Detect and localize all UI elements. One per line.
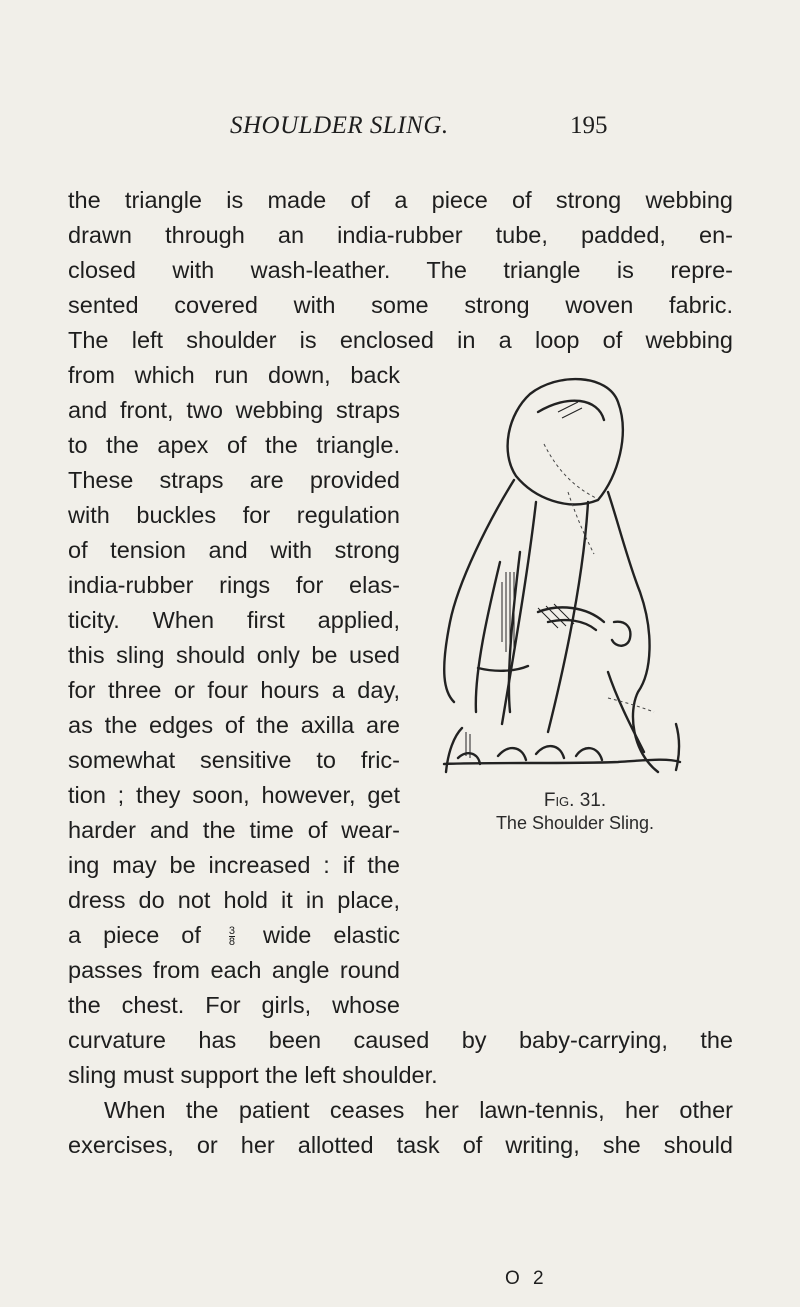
fraction-denominator: 8 — [228, 936, 236, 949]
text-line: drawn through an india-rubber tube, padded, en- — [68, 222, 733, 248]
text-line: with buckles for regulation — [68, 502, 400, 528]
text-line: curvature has been caused by baby-carrying, the — [68, 1027, 733, 1053]
text-line: somewhat sensitive to fric- — [68, 747, 400, 773]
text-line: of tension and with strong — [68, 537, 400, 563]
text-fragment: wide elastic — [263, 922, 400, 948]
running-head — [0, 112, 800, 152]
figure-caption-text: The Shoulder Sling. — [495, 813, 655, 833]
shoulder-sling-illustration — [418, 372, 728, 782]
text-line: When the patient ceases her lawn-tennis, her other — [104, 1097, 733, 1123]
text-line: the chest. For girls, whose — [68, 992, 400, 1018]
fraction — [229, 926, 235, 947]
text-line: closed with wash-leather. The triangle is repre- — [68, 257, 733, 283]
text-line: the triangle is made of a piece of strong webbing — [68, 187, 733, 213]
text-line: tion ; they soon, however, get — [68, 782, 400, 808]
figure-caption — [425, 790, 725, 834]
text-line: exercises, or her allotted task of writing, she should — [68, 1132, 733, 1158]
text-line: as the edges of the axilla are — [68, 712, 400, 738]
text-line: sling must support the left shoulder. — [68, 1062, 438, 1088]
text-line: for three or four hours a day, — [68, 677, 400, 703]
text-line: ing may be increased : if the — [68, 852, 400, 878]
text-line: harder and the time of wear- — [68, 817, 400, 843]
text-line: The left shoulder is enclosed in a loop of webbing — [68, 327, 733, 353]
text-line: passes from each angle round — [68, 957, 400, 983]
text-line: ticity. When first applied, — [68, 607, 400, 633]
text-line: to the apex of the triangle. — [68, 432, 400, 458]
text-line: These straps are provided — [68, 467, 400, 493]
text-line: sented covered with some strong woven fabric. — [68, 292, 733, 318]
text-line: india-rubber rings for elas- — [68, 572, 400, 598]
torso-sling-drawing — [418, 372, 728, 782]
text-line: from which run down, back — [68, 362, 400, 388]
fraction-numerator: 3 — [228, 925, 236, 938]
text-line: this sling should only be used — [68, 642, 400, 668]
text-line-with-fraction — [68, 918, 400, 952]
page-number: 195 — [570, 112, 608, 139]
text-line: dress do not hold it in place, — [68, 887, 400, 913]
signature-mark: O 2 — [505, 1268, 548, 1289]
text-line: and front, two webbing straps — [68, 397, 400, 423]
text-fragment: a piece of — [68, 922, 201, 948]
figure-label: Fig. 31. — [543, 790, 607, 811]
running-head-title: SHOULDER SLING. — [230, 112, 449, 139]
